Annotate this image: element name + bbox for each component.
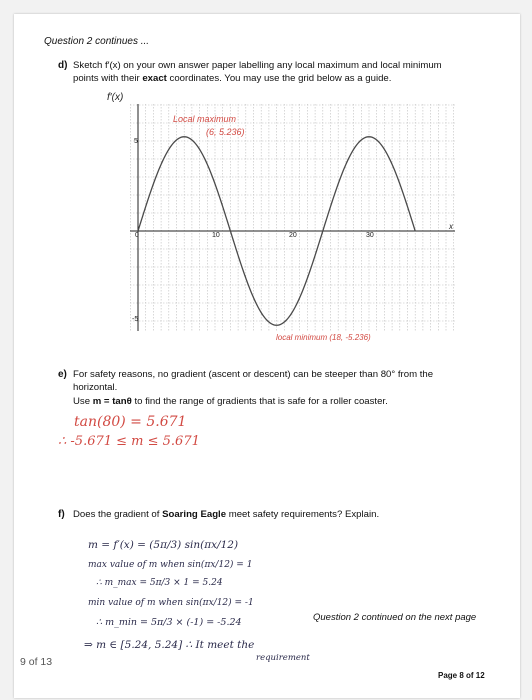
work-line-6: ⇒ m ∈ [5.24, 5.24] ∴ It meet the xyxy=(84,639,255,651)
work-line-2: max value of m when sin(πx/12) = 1 xyxy=(88,560,253,570)
page-number-suffix: of 12 xyxy=(463,671,485,680)
part-e-bold: m = tanθ xyxy=(92,396,132,407)
part-e-text: Use xyxy=(73,396,93,407)
part-e-answer-line2: ∴ -5.671 ≤ m ≤ 5.671 xyxy=(58,434,200,449)
y-tick-top: 5 xyxy=(134,138,138,145)
page-number xyxy=(438,671,485,680)
part-d-question-line1: Sketch f′(x) on your own answer paper labelling any local maximum and local minimum xyxy=(73,60,442,71)
page-number-prefix: Page xyxy=(438,671,460,680)
part-d-label: d) xyxy=(58,60,68,71)
part-e-text-end: to find the range of gradients that is safe for a roller coaster. xyxy=(131,396,388,407)
x-tick-30: 30 xyxy=(366,232,374,239)
work-line-5: ∴ m_min = 5π/3 × (-1) = -5.24 xyxy=(96,617,242,628)
work-line-7: requirement xyxy=(256,653,310,663)
part-f-text-end: meet safety requirements? Explain. xyxy=(226,509,380,520)
part-d-question-line2 xyxy=(73,73,391,84)
part-d-text: points with their xyxy=(73,73,143,84)
work-line-3: ∴ m_max = 5π/3 × 1 = 5.24 xyxy=(96,578,223,588)
page-counter: 9 of 13 xyxy=(20,656,53,668)
part-e-question-line3 xyxy=(73,396,388,407)
work-line-4: min value of m when sin(πx/12) = -1 xyxy=(88,598,254,608)
part-f-label: f) xyxy=(58,509,65,520)
x-tick-10: 10 xyxy=(212,232,220,239)
part-e-answer-line1: tan(80) = 5.671 xyxy=(74,414,187,430)
part-f-question xyxy=(73,509,379,520)
part-e-question-line1: For safety reasons, no gradient (ascent or descent) can be steeper than 80° from the xyxy=(73,369,434,380)
x-axis-label: x xyxy=(449,222,453,231)
continued-note: Question 2 continued on the next page xyxy=(313,612,477,623)
local-min-annotation: local minimum (18, -5.236) xyxy=(276,333,371,342)
origin-label: 0 xyxy=(135,232,139,239)
function-graph xyxy=(100,86,470,348)
part-f-bold: Soaring Eagle xyxy=(162,509,227,520)
part-d-bold: exact xyxy=(142,73,167,84)
y-axis-label: f′(x) xyxy=(107,92,124,103)
part-f-text: Does the gradient of xyxy=(73,509,163,520)
page-number-current: 8 xyxy=(459,671,464,680)
local-max-coords: (6, 5.236) xyxy=(206,127,245,137)
y-tick-bottom: -5 xyxy=(132,316,139,323)
work-line-1: m = f′(x) = (5π/3) sin(πx/12) xyxy=(88,539,239,551)
part-d-text-end: coordinates. You may use the grid below as a guide. xyxy=(166,73,392,84)
local-max-title: Local maximum xyxy=(173,114,237,124)
x-tick-20: 20 xyxy=(289,232,297,239)
part-e-label: e) xyxy=(58,369,67,380)
part-e-question-line2: horizontal. xyxy=(73,382,118,393)
section-title: Question 2 continues ... xyxy=(44,36,150,47)
